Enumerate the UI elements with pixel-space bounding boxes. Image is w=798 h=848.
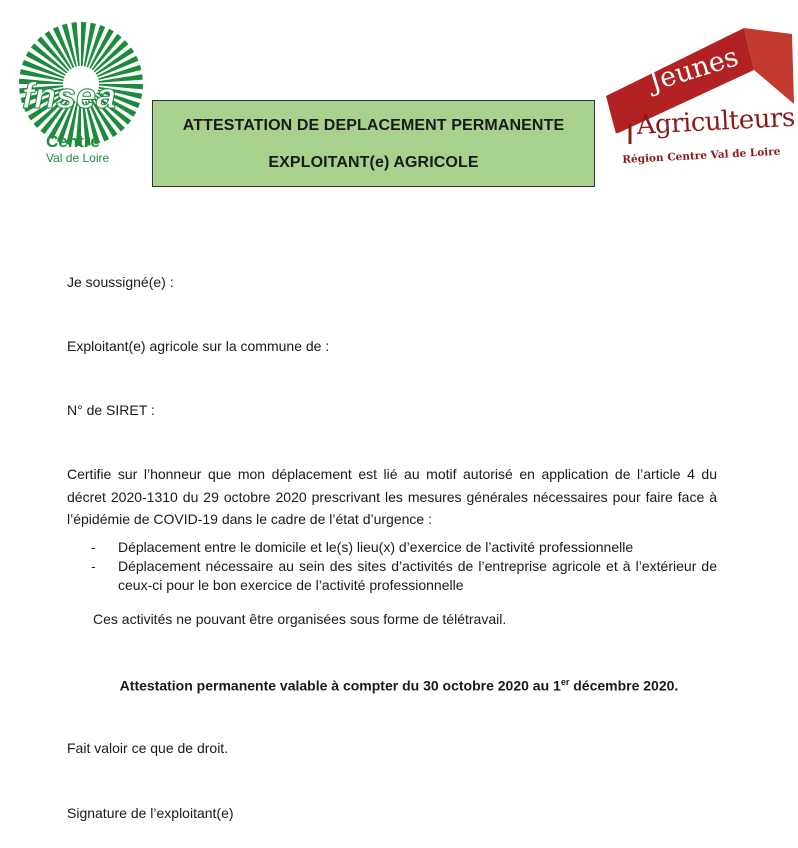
bullet-marker: - bbox=[91, 558, 96, 574]
certify-paragraph: Certifie sur l’honneur que mon déplacement est lié au motif autorisé en application de l’article 4 du décret 2020-1310 du 29 octobre 2020 prescrivant les mesures générales nécessaires pour faire face à l’épidémie de COVID-19 dans le cadre de l’état d’urgence : bbox=[67, 466, 717, 527]
list-item-text: Déplacement nécessaire au sein des sites d’activités de l’entreprise agricole et à l’extérieur de ceux-ci pour le bon exercice de l’activité professionnelle bbox=[118, 558, 717, 593]
validity-sup: er bbox=[560, 677, 570, 687]
validity-text: Attestation permanente valable à compter du 30 octobre 2020 au 1 bbox=[119, 677, 561, 694]
validity-line bbox=[0, 677, 798, 694]
title-line-2: EXPLOITANT(e) AGRICOLE bbox=[268, 153, 479, 171]
list-item bbox=[67, 538, 717, 557]
ja-logo bbox=[602, 22, 794, 182]
list-item-text: Déplacement entre le domicile et le(s) lieu(x) d’exercice de l’activité professionnelle bbox=[118, 539, 634, 555]
fait-valoir: Fait valoir ce que de droit. bbox=[67, 740, 229, 756]
telework-note: Ces activités ne pouvant être organisées sous forme de télétravail. bbox=[93, 611, 507, 627]
signature-label: Signature de l’exploitant(e) bbox=[67, 805, 234, 821]
logo-ray bbox=[71, 22, 79, 66]
bullet-marker: - bbox=[91, 539, 96, 555]
title-box bbox=[152, 100, 595, 187]
ja-logo-line2: Agriculteurs bbox=[635, 102, 796, 141]
list-item bbox=[67, 557, 717, 595]
motifs-list bbox=[67, 538, 717, 595]
fnsea-logo bbox=[14, 20, 148, 170]
validity-end: décembre 2020. bbox=[569, 677, 679, 694]
fnsea-logo-line1: Centre bbox=[46, 132, 100, 151]
fnsea-logo-line2: Val de Loire bbox=[46, 151, 110, 165]
field-siret: N° de SIRET : bbox=[67, 402, 155, 418]
ja-logo-line3: Région Centre Val de Loire bbox=[622, 145, 781, 166]
field-soussigne: Je soussigné(e) : bbox=[67, 274, 174, 290]
fnsea-mark: fnsea bbox=[22, 75, 117, 116]
ja-logo-line1: Jeunes bbox=[645, 41, 742, 98]
title-line-1: ATTESTATION DE DEPLACEMENT PERMANENTE bbox=[182, 116, 565, 134]
field-commune: Exploitant(e) agricole sur la commune de : bbox=[67, 338, 330, 354]
